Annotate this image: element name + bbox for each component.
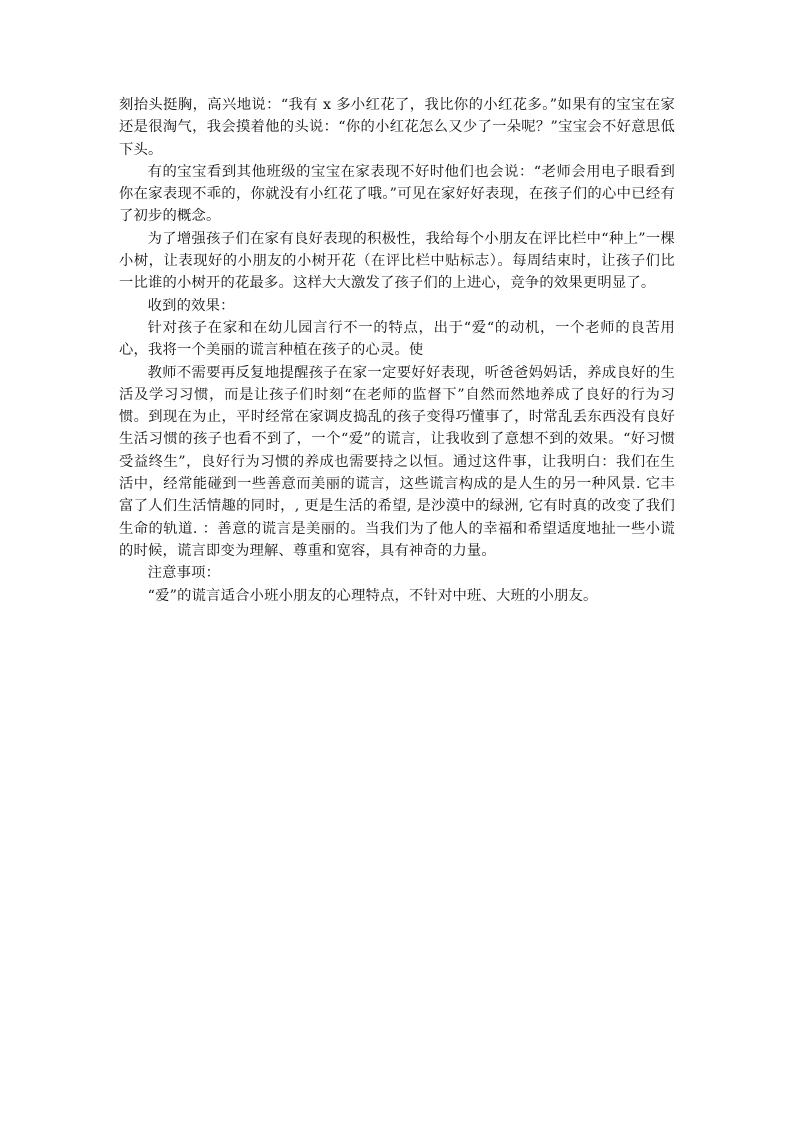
paragraph-tree-chart: 为了增强孩子们在家有良好表现的积极性，我给每个小朋友在评比栏中“种上”一棵小树，让表现好的小朋友的小树开花（在评比栏中贴标志）。每周结束时，让孩子们比一比谁的小树开的花最多。这样大大激发了孩子们的上进心，竞争的效果更明显了。 <box>119 230 675 292</box>
paragraph-note-small-class: “爱”的谎言适合小班小朋友的心理特点，不针对中班、大班的小朋友。 <box>147 587 598 604</box>
document-body <box>119 94 675 607</box>
section-heading-notes: 注意事项： <box>147 565 221 582</box>
paragraph-electronic-eye: 有的宝宝看到其他班级的宝宝在家表现不好时他们也会说：“老师会用电子眼看到你在家表现不乖的，你就没有小红花了哦。”可见在家好好表现，在孩子们的心中已经有了初步的概念。 <box>119 163 675 225</box>
paragraph-beautiful-lie: 针对孩子在家和在幼儿园言行不一的特点，出于“爱“的动机，一个老师的良苦用心，我将一个美丽的谎言种植在孩子的心灵。使 <box>119 319 675 359</box>
paragraph-good-habits: 教师不需要再反复地提醒孩子在家一定要好好表现，听爸爸妈妈话，养成良好的生活及学习习惯，而是让孩子们时刻“在老师的监督下”自然而然地养成了良好的行为习惯。到现在为止，平时经常在家调皮捣乱的孩子变得巧懂事了，时常乱丢东西没有良好生活习惯的孩子也看不到了，一个“爱”的谎言，让我收到了意想不到的效果。“好习惯受益终生”，良好行为习惯的养成也需要持之以恒。通过这件事，让我明白：我们在生活中，经常能碰到一些善意而美丽的谎言，这些谎言构成的是人生的另一种风景. 它丰富了人们生活情趣的同时，, 更是生活的希望, 是沙漠中的绿洲, 它有时真的改变了我们生命的轨道. ：善意的谎言是美丽的。当我们为了他人的幸福和希望适度地扯一些小谎的时候，谎言即变为理解、尊重和宽容，具有神奇的力量。 <box>119 364 675 559</box>
paragraph-continued-praise: 刻抬头挺胸，高兴地说：“我有 x 多小红花了，我比你的小红花多。”如果有的宝宝在家还是很淘气，我会摸着他的头说：“你的小红花怎么又少了一朵呢？”宝宝会不好意思低下头。 <box>119 97 675 158</box>
section-heading-results: 收到的效果： <box>147 297 235 314</box>
